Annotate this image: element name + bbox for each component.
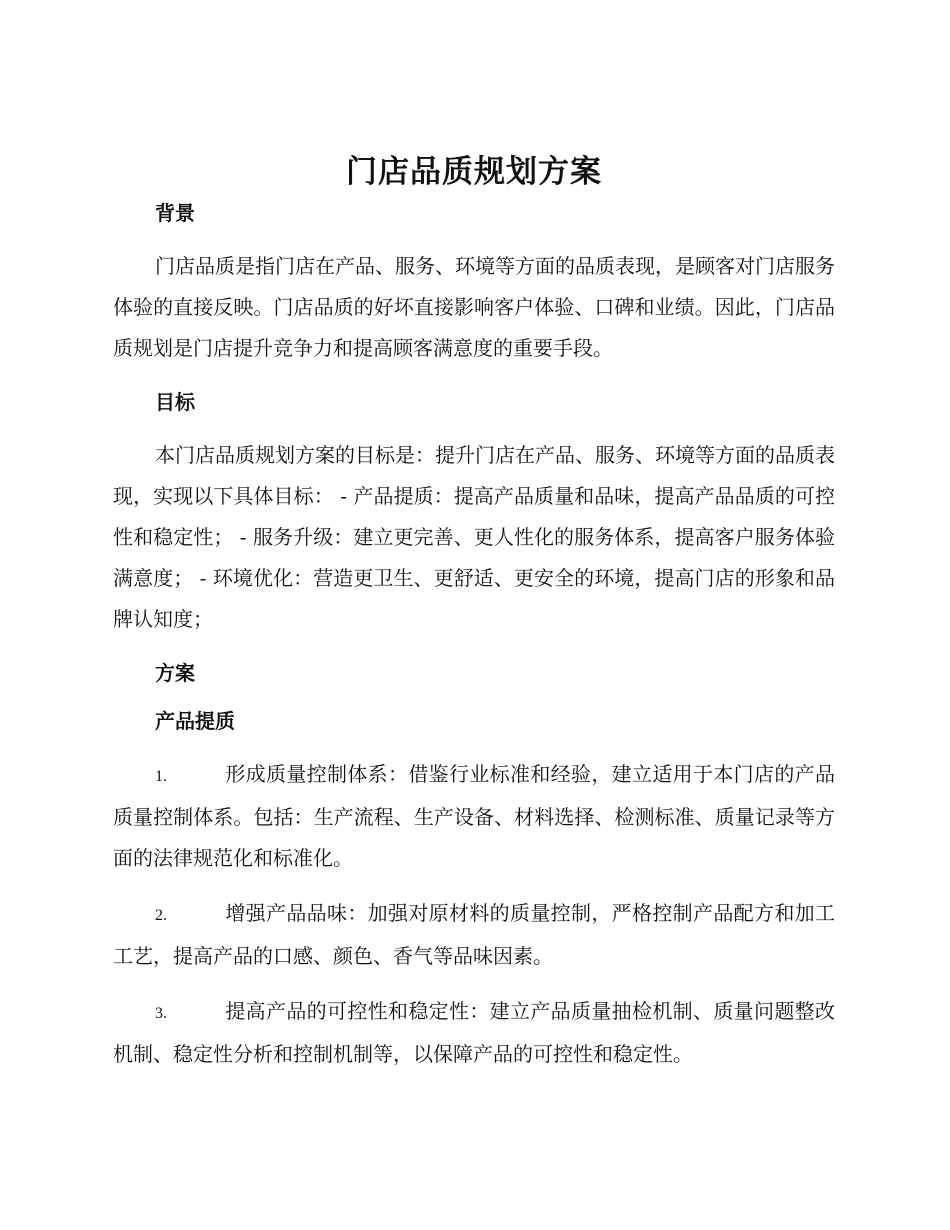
section-heading-goals: 目标 [155,390,195,414]
document-page [113,150,835,1075]
background-paragraph: 门店品质是指门店在产品、服务、环境等方面的品质表现，是顾客对门店服务体验的直接反映。门店品质的好坏直接影响客户体验、口碑和业绩。因此，门店品质规划是门店提升竞争力和提高顾客满意度的重要手段。 [113,254,835,360]
subsection-heading-product: 产品提质 [155,709,235,733]
page-title: 门店品质规划方案 [346,154,602,190]
list-item [113,754,835,879]
list-item-text: 增强产品品味：加强对原材料的质量控制，严格控制产品配方和加工工艺，提高产品的口感、颜色、香气等品味因素。 [113,901,835,968]
section-heading-plan: 方案 [155,661,195,685]
section-heading-background: 背景 [155,201,195,225]
list-item [113,893,835,977]
list-item [113,991,835,1075]
list-item-number: 1. [155,768,167,785]
list-item-number: 3. [155,1005,167,1022]
goals-paragraph: 本门店品质规划方案的目标是：提升门店在产品、服务、环境等方面的品质表现，实现以下具体目标： - 产品提质：提高产品质量和品味，提高产品品质的可控性和稳定性； - 服务升级：建立更完善、更人性化的服务体系，提高客户服务体验满意度； - 环境优化：营造更卫生、更舒适、更安全的环境，提高门店的形象和品牌认知度； [113,443,835,631]
list-item-text: 形成质量控制体系：借鉴行业标准和经验，建立适用于本门店的产品质量控制体系。包括：生产流程、生产设备、材料选择、检测标准、质量记录等方面的法律规范化和标准化。 [113,762,835,870]
list-item-text: 提高产品的可控性和稳定性：建立产品质量抽检机制、质量问题整改机制、稳定性分析和控制机制等，以保障产品的可控性和稳定性。 [113,999,835,1066]
list-item-number: 2. [155,907,167,924]
